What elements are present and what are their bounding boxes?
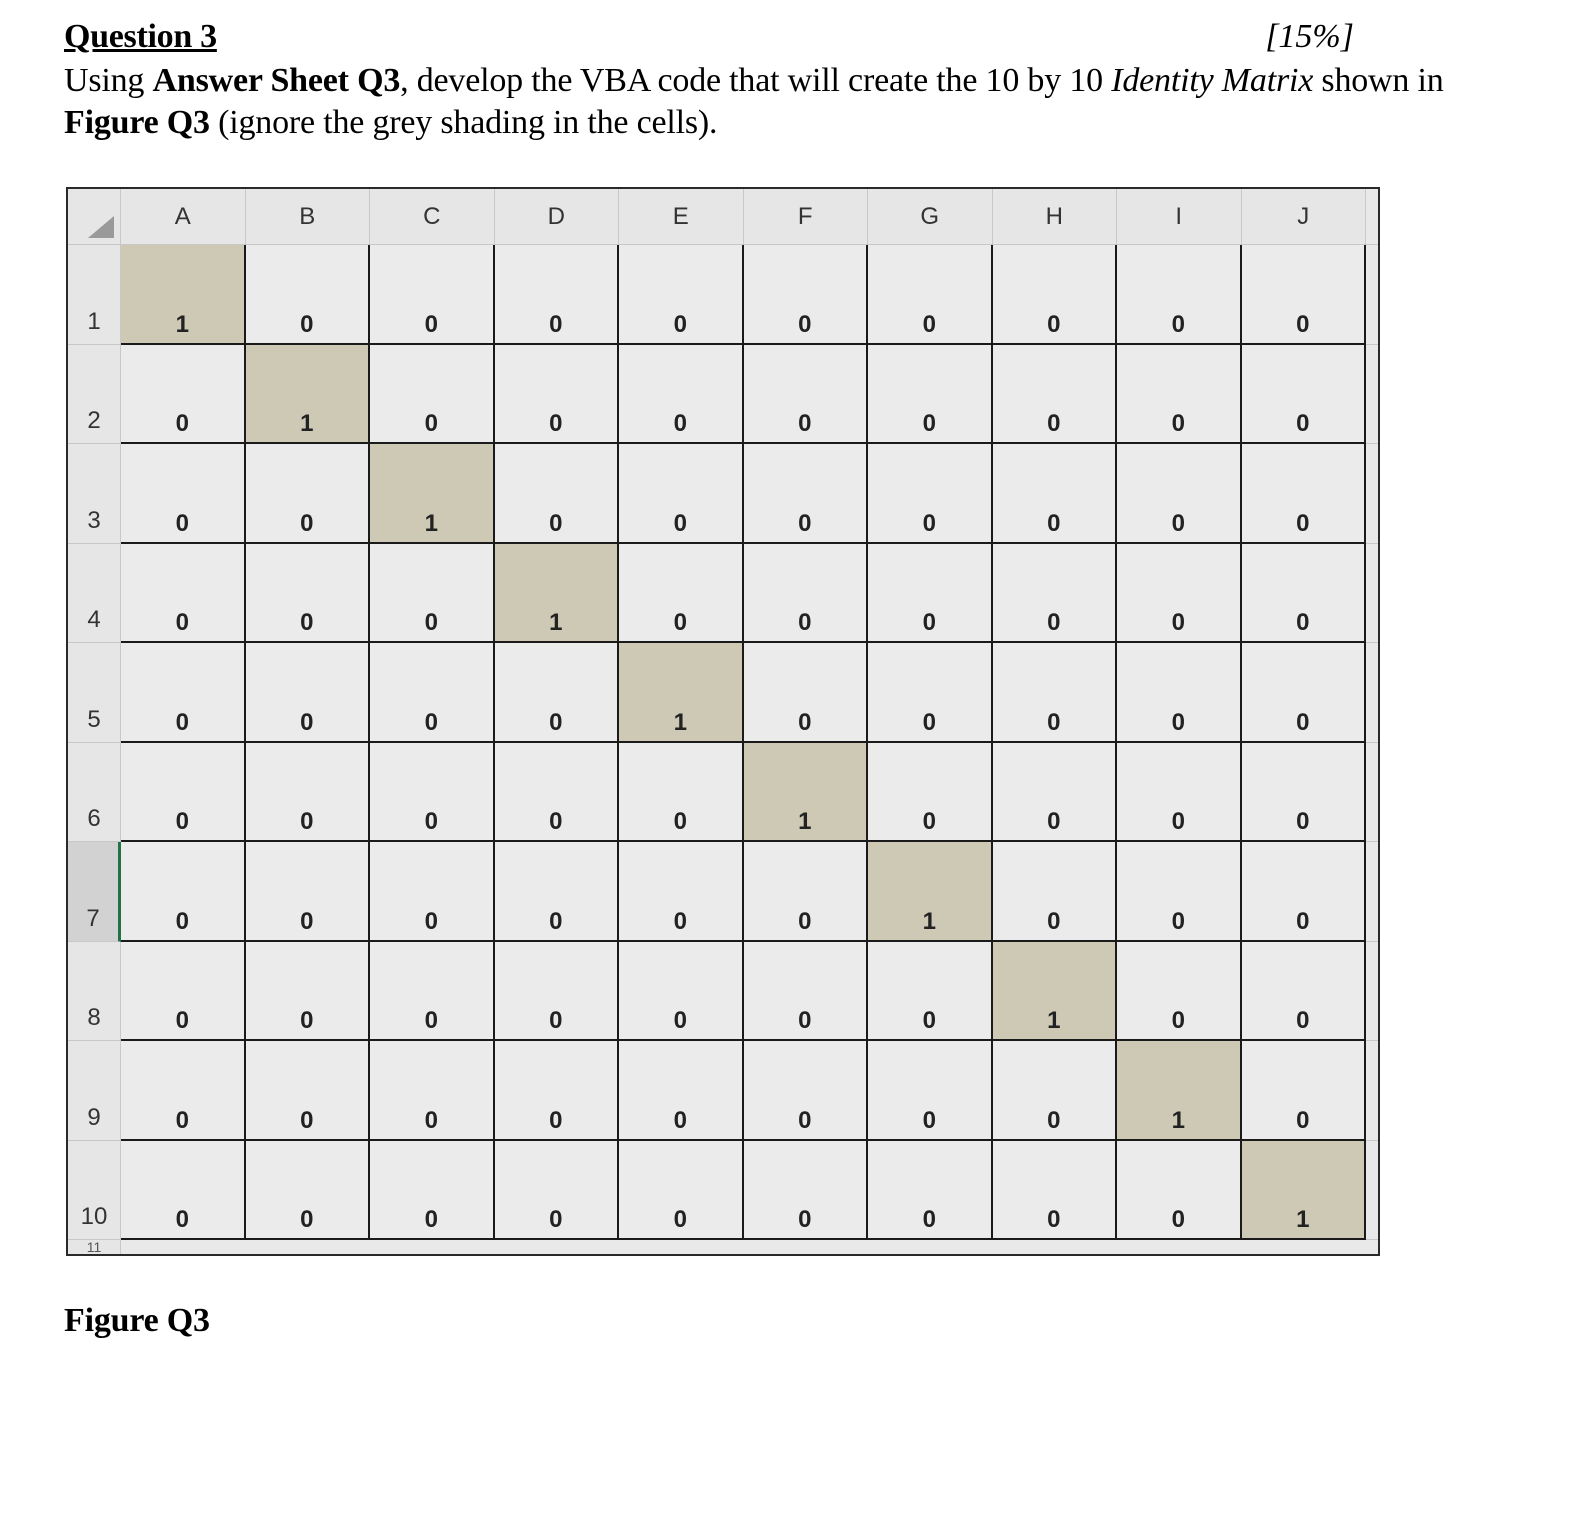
row-header-2[interactable]: 2: [68, 345, 121, 445]
cell-b9[interactable]: 0: [246, 1041, 371, 1141]
cell-b2[interactable]: 1: [246, 345, 371, 445]
cell-f3[interactable]: 0: [744, 444, 869, 544]
cell-i8[interactable]: 0: [1117, 942, 1242, 1042]
cell-a8[interactable]: 0: [121, 942, 246, 1042]
row-padding: [1366, 345, 1380, 445]
cell-f5[interactable]: 0: [744, 643, 869, 743]
cell-d9[interactable]: 0: [495, 1041, 620, 1141]
partial-row-cell: [495, 1240, 620, 1256]
cell-h8[interactable]: 1: [993, 942, 1118, 1042]
partial-row-cell: [993, 1240, 1118, 1256]
cell-c8[interactable]: 0: [370, 942, 495, 1042]
row-header-10[interactable]: 10: [68, 1141, 121, 1241]
cell-a2[interactable]: 0: [121, 345, 246, 445]
cell-b4[interactable]: 0: [246, 544, 371, 644]
cell-e10[interactable]: 0: [619, 1141, 744, 1241]
cell-j8[interactable]: 0: [1242, 942, 1367, 1042]
cell-b3[interactable]: 0: [246, 444, 371, 544]
cell-a10[interactable]: 0: [121, 1141, 246, 1241]
row-header-1[interactable]: 1: [68, 245, 121, 345]
cell-e7[interactable]: 0: [619, 842, 744, 942]
cell-h2[interactable]: 0: [993, 345, 1118, 445]
cell-c3[interactable]: 1: [370, 444, 495, 544]
cell-i7[interactable]: 0: [1117, 842, 1242, 942]
cell-j2[interactable]: 0: [1242, 345, 1367, 445]
cell-h3[interactable]: 0: [993, 444, 1118, 544]
cell-b5[interactable]: 0: [246, 643, 371, 743]
cell-i5[interactable]: 0: [1117, 643, 1242, 743]
cell-e6[interactable]: 0: [619, 743, 744, 843]
row-padding: [1366, 743, 1380, 843]
text-part: , develop the VBA code that will create the 10 by 10: [400, 62, 1112, 99]
cell-c6[interactable]: 0: [370, 743, 495, 843]
question-text: [64, 60, 1484, 144]
header-padding: [1366, 189, 1380, 245]
column-header-i[interactable]: I: [1117, 189, 1242, 245]
row-padding: [1366, 942, 1380, 1042]
cell-d2[interactable]: 0: [495, 345, 620, 445]
cell-j1[interactable]: 0: [1242, 245, 1367, 345]
column-header-d[interactable]: D: [495, 189, 620, 245]
row-header-8[interactable]: 8: [68, 942, 121, 1042]
cell-j5[interactable]: 0: [1242, 643, 1367, 743]
cell-a4[interactable]: 0: [121, 544, 246, 644]
cell-c4[interactable]: 0: [370, 544, 495, 644]
text-part: (ignore the grey shading in the cells).: [209, 104, 718, 141]
cell-f2[interactable]: 0: [744, 345, 869, 445]
cell-g6[interactable]: 0: [868, 743, 993, 843]
cell-b7[interactable]: 0: [246, 842, 371, 942]
row-padding: [1366, 544, 1380, 644]
cell-f4[interactable]: 0: [744, 544, 869, 644]
text-part: shown in: [1313, 62, 1444, 99]
cell-c10[interactable]: 0: [370, 1141, 495, 1241]
identity-matrix-term: Identity Matrix: [1111, 62, 1314, 99]
cell-c7[interactable]: 0: [370, 842, 495, 942]
cell-f1[interactable]: 0: [744, 245, 869, 345]
partial-row-cell: [1366, 1240, 1380, 1256]
cell-a6[interactable]: 0: [121, 743, 246, 843]
question-title: Question 3: [64, 18, 217, 55]
column-header-e[interactable]: E: [619, 189, 744, 245]
cell-f7[interactable]: 0: [744, 842, 869, 942]
cell-a9[interactable]: 0: [121, 1041, 246, 1141]
spreadsheet-grid: [68, 189, 1380, 1256]
cell-c2[interactable]: 0: [370, 345, 495, 445]
cell-d5[interactable]: 0: [495, 643, 620, 743]
cell-e5[interactable]: 1: [619, 643, 744, 743]
cell-h1[interactable]: 0: [993, 245, 1118, 345]
cell-j9[interactable]: 0: [1242, 1041, 1367, 1141]
cell-d3[interactable]: 0: [495, 444, 620, 544]
partial-row-cell: [1117, 1240, 1242, 1256]
row-header-7[interactable]: 7: [68, 842, 121, 942]
cell-g3[interactable]: 0: [868, 444, 993, 544]
cell-j7[interactable]: 0: [1242, 842, 1367, 942]
figure-caption: Figure Q3: [64, 1302, 210, 1339]
row-padding: [1366, 643, 1380, 743]
cell-b10[interactable]: 0: [246, 1141, 371, 1241]
cell-g10[interactable]: 0: [868, 1141, 993, 1241]
spreadsheet-figure: [66, 187, 1380, 1256]
cell-h10[interactable]: 0: [993, 1141, 1118, 1241]
cell-e8[interactable]: 0: [619, 942, 744, 1042]
cell-h6[interactable]: 0: [993, 743, 1118, 843]
partial-row-cell: [1242, 1240, 1367, 1256]
cell-d1[interactable]: 0: [495, 245, 620, 345]
partial-row-cell: [370, 1240, 495, 1256]
answer-sheet-ref: Answer Sheet Q3: [152, 62, 401, 99]
row-header-3[interactable]: 3: [68, 444, 121, 544]
cell-h4[interactable]: 0: [993, 544, 1118, 644]
partial-row-cell: [619, 1240, 744, 1256]
cell-h5[interactable]: 0: [993, 643, 1118, 743]
cell-d8[interactable]: 0: [495, 942, 620, 1042]
column-header-h[interactable]: H: [993, 189, 1118, 245]
column-header-c[interactable]: C: [370, 189, 495, 245]
cell-f10[interactable]: 0: [744, 1141, 869, 1241]
partial-row-cell: [246, 1240, 371, 1256]
cell-g8[interactable]: 0: [868, 942, 993, 1042]
cell-a1[interactable]: 1: [121, 245, 246, 345]
cell-j4[interactable]: 0: [1242, 544, 1367, 644]
select-all-corner[interactable]: [68, 189, 121, 245]
cell-e4[interactable]: 0: [619, 544, 744, 644]
row-padding: [1366, 842, 1380, 942]
partial-row-cell: [121, 1240, 246, 1256]
cell-b8[interactable]: 0: [246, 942, 371, 1042]
cell-i10[interactable]: 0: [1117, 1141, 1242, 1241]
cell-g7[interactable]: 1: [868, 842, 993, 942]
partial-row-cell: [868, 1240, 993, 1256]
cell-c1[interactable]: 0: [370, 245, 495, 345]
cell-b6[interactable]: 0: [246, 743, 371, 843]
column-header-j[interactable]: J: [1242, 189, 1367, 245]
row-padding: [1366, 245, 1380, 345]
cell-c5[interactable]: 0: [370, 643, 495, 743]
cell-d6[interactable]: 0: [495, 743, 620, 843]
cell-c9[interactable]: 0: [370, 1041, 495, 1141]
cell-e2[interactable]: 0: [619, 345, 744, 445]
cell-f6[interactable]: 1: [744, 743, 869, 843]
cell-i4[interactable]: 0: [1117, 544, 1242, 644]
cell-i2[interactable]: 0: [1117, 345, 1242, 445]
cell-a3[interactable]: 0: [121, 444, 246, 544]
cell-g4[interactable]: 0: [868, 544, 993, 644]
cell-f8[interactable]: 0: [744, 942, 869, 1042]
cell-e3[interactable]: 0: [619, 444, 744, 544]
row-header-9[interactable]: 9: [68, 1041, 121, 1141]
cell-j6[interactable]: 0: [1242, 743, 1367, 843]
cell-j10[interactable]: 1: [1242, 1141, 1367, 1241]
partial-row-cell: [744, 1240, 869, 1256]
cell-e1[interactable]: 0: [619, 245, 744, 345]
cell-e9[interactable]: 0: [619, 1041, 744, 1141]
row-header-11-partial[interactable]: 11: [68, 1240, 121, 1256]
cell-i9[interactable]: 1: [1117, 1041, 1242, 1141]
figure-ref: Figure Q3: [64, 104, 210, 141]
cell-b1[interactable]: 0: [246, 245, 371, 345]
column-header-a[interactable]: A: [121, 189, 246, 245]
row-header-6[interactable]: 6: [68, 743, 121, 843]
cell-i3[interactable]: 0: [1117, 444, 1242, 544]
row-header-4[interactable]: 4: [68, 544, 121, 644]
cell-d7[interactable]: 0: [495, 842, 620, 942]
row-header-5[interactable]: 5: [68, 643, 121, 743]
cell-a7[interactable]: 0: [121, 842, 246, 942]
cell-g9[interactable]: 0: [868, 1041, 993, 1141]
cell-g5[interactable]: 0: [868, 643, 993, 743]
row-padding: [1366, 1141, 1380, 1241]
column-header-b[interactable]: B: [246, 189, 371, 245]
column-header-g[interactable]: G: [868, 189, 993, 245]
question-marks: [15%]: [1265, 18, 1354, 55]
cell-i1[interactable]: 0: [1117, 245, 1242, 345]
cell-d10[interactable]: 0: [495, 1141, 620, 1241]
row-padding: [1366, 444, 1380, 544]
cell-g2[interactable]: 0: [868, 345, 993, 445]
row-padding: [1366, 1041, 1380, 1141]
text-part: Using: [64, 62, 153, 99]
cell-h7[interactable]: 0: [993, 842, 1118, 942]
cell-j3[interactable]: 0: [1242, 444, 1367, 544]
select-all-triangle-icon: [88, 216, 114, 238]
cell-a5[interactable]: 0: [121, 643, 246, 743]
cell-d4[interactable]: 1: [495, 544, 620, 644]
cell-h9[interactable]: 0: [993, 1041, 1118, 1141]
column-header-f[interactable]: F: [744, 189, 869, 245]
cell-f9[interactable]: 0: [744, 1041, 869, 1141]
cell-g1[interactable]: 0: [868, 245, 993, 345]
question-header: [64, 18, 1354, 58]
cell-i6[interactable]: 0: [1117, 743, 1242, 843]
